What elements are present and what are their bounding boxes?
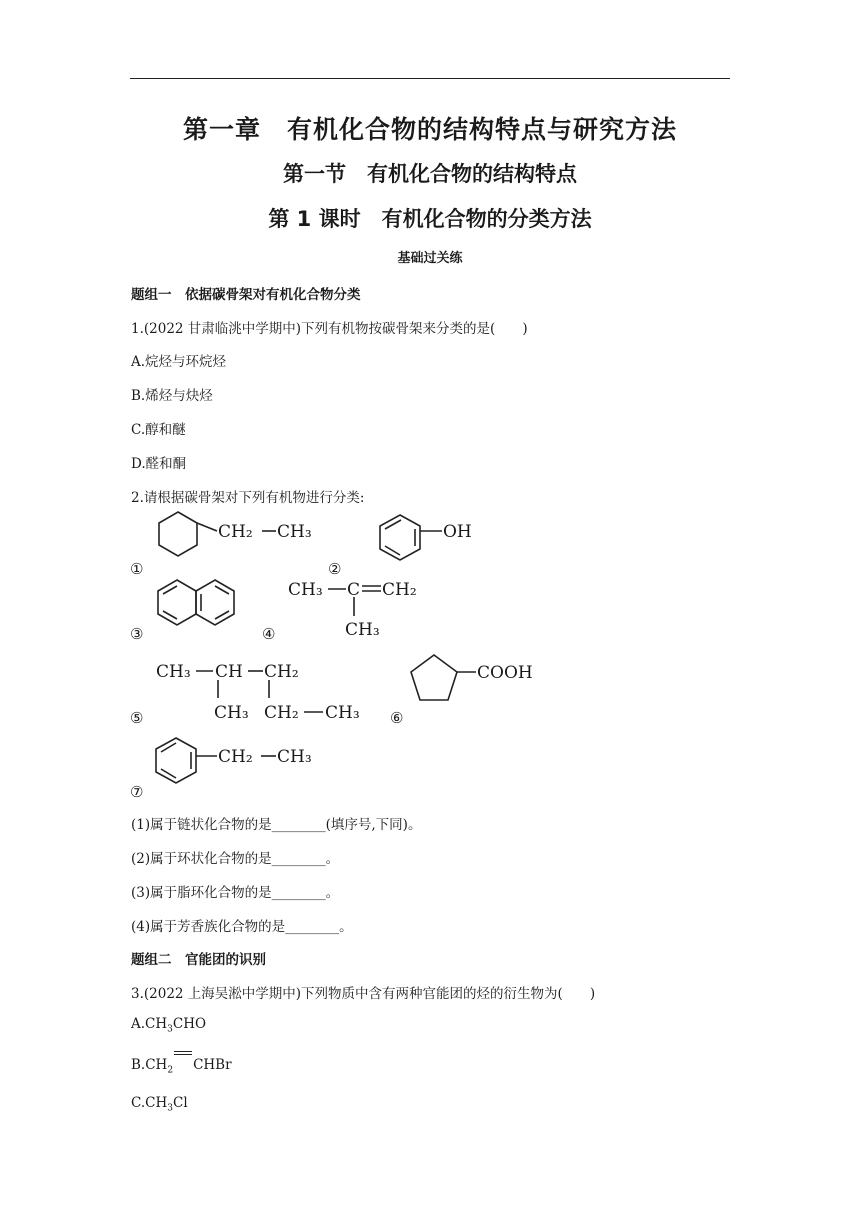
f6-cooh: COOH (477, 663, 533, 683)
q3-c-sub: 3 (167, 1103, 173, 1114)
label-2: ② (328, 560, 342, 578)
lesson-title: 第 1 课时 有机化合物的分类方法 (268, 207, 592, 231)
q1-option-c: C.醇和醚 (131, 422, 186, 438)
f2-oh: OH (443, 522, 472, 542)
group1-title: 题组一 依据碳骨架对有机化合物分类 (131, 287, 361, 303)
q1-option-a: A.烷烃与环烷烃 (131, 354, 227, 370)
q3-a-prefix: A.CH (131, 1016, 168, 1032)
double-bond (173, 1059, 193, 1069)
q3-b-suffix: CHBr (193, 1057, 232, 1073)
f5-ch3-bottom: CH₃ (214, 703, 249, 723)
f1-ch3: CH₃ (277, 522, 312, 542)
label-6: ⑥ (390, 709, 404, 727)
q1-option-b: B.烯烃与炔烃 (131, 388, 213, 404)
f5-ch: CH (215, 662, 243, 682)
q3-option-b (131, 1057, 232, 1076)
benzene-ring (156, 738, 196, 783)
q3-c-suffix: Cl (172, 1095, 188, 1111)
label-3: ③ (130, 625, 144, 643)
q3-stem: 3.(2022 上海吴淞中学期中)下列物质中含有两种官能团的烃的衍生物为( ) (131, 986, 596, 1002)
phenol-ring (380, 515, 420, 560)
f4-c: C (347, 580, 361, 600)
q2-stem: 2.请根据碳骨架对下列有机物进行分类: (131, 490, 365, 506)
f5-ch3-end: CH₃ (325, 703, 360, 723)
q2-sub-1: (1)属于链状化合物的是________(填序号,下同)。 (131, 817, 422, 833)
label-4: ④ (262, 625, 276, 643)
q3-option-c (131, 1095, 188, 1114)
f4-ch3-bottom: CH₃ (345, 620, 380, 640)
q1-stem: 1.(2022 甘肃临洮中学期中)下列有机物按碳骨架来分类的是( ) (131, 321, 528, 337)
group2-title: 题组二 官能团的识别 (131, 952, 266, 968)
q3-option-a (131, 1016, 206, 1035)
q2-sub-3: (3)属于脂环化合物的是________。 (131, 885, 340, 901)
label-1: ① (130, 560, 144, 578)
top-rule (130, 78, 730, 79)
label-7: ⑦ (130, 783, 144, 801)
q3-a-sub: 3 (167, 1024, 173, 1035)
q3-b-sub: 2 (167, 1065, 174, 1076)
f4-ch3: CH₃ (288, 580, 323, 600)
q3-b-prefix: B.CH (131, 1057, 168, 1073)
f7-ch2: CH₂ (218, 747, 253, 767)
f1-ch2: CH₂ (218, 522, 253, 542)
exercise-title: 基础过关练 (397, 251, 463, 266)
chapter-title: 第一章 有机化合物的结构特点与研究方法 (182, 115, 677, 144)
f4-ch2: CH₂ (382, 580, 417, 600)
q2-sub-2: (2)属于环状化合物的是________。 (131, 851, 340, 867)
f7-ch3: CH₃ (277, 747, 312, 767)
section-title: 第一节 有机化合物的结构特点 (283, 162, 577, 186)
f5-ch3: CH₃ (156, 662, 191, 682)
f5-ch2: CH₂ (264, 662, 299, 682)
q2-sub-4: (4)属于芳香族化合物的是________。 (131, 919, 353, 935)
q1-option-d: D.醛和酮 (131, 456, 187, 472)
structures-figure (0, 500, 860, 820)
label-5: ⑤ (130, 709, 144, 727)
f5-ch2-bottom: CH₂ (264, 703, 299, 723)
cyclohexane-ring (159, 512, 197, 556)
q3-c-prefix: C.CH (131, 1095, 168, 1111)
q3-a-suffix: CHO (172, 1016, 207, 1032)
cyclopentane-ring (411, 655, 457, 700)
